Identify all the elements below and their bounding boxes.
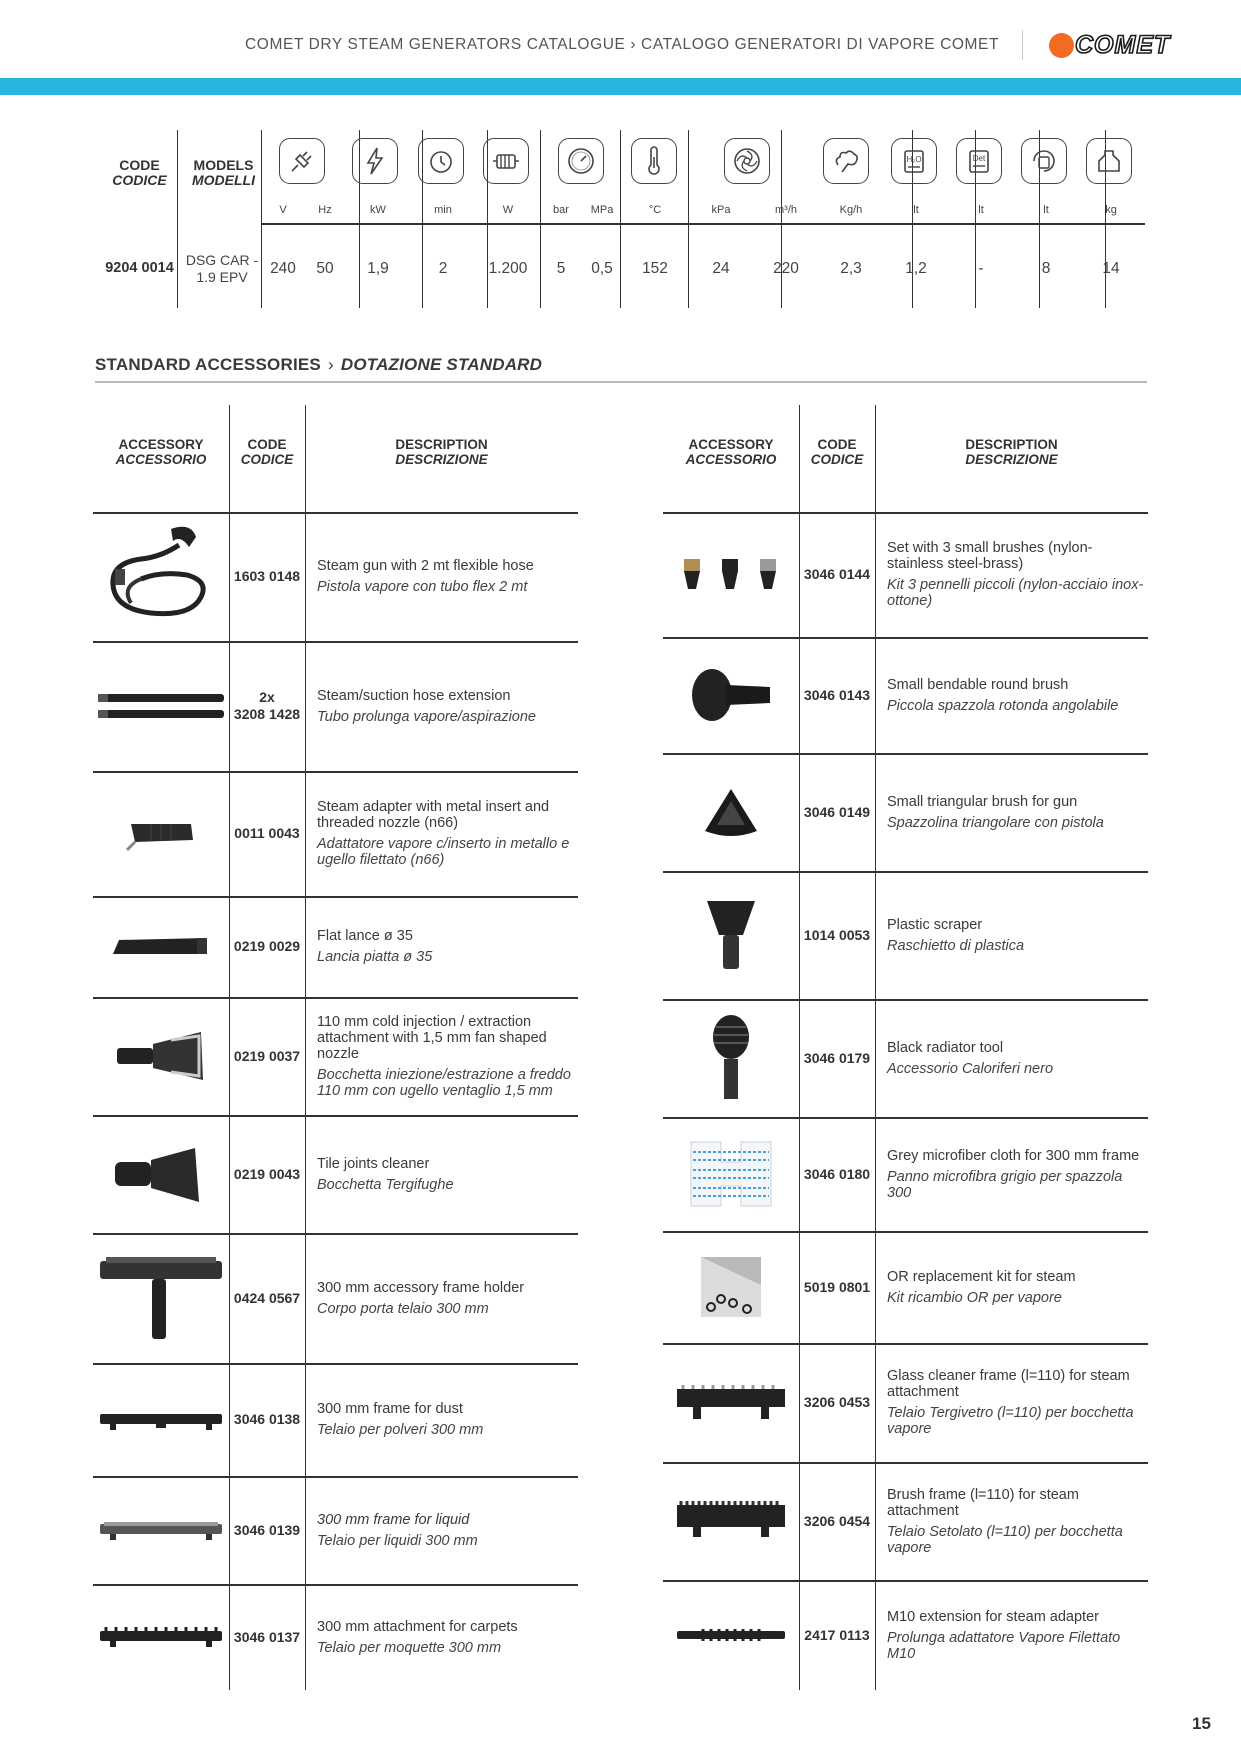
accessory-header-en: ACCESSORY <box>688 437 774 452</box>
unit-label: MPa <box>590 204 614 216</box>
accessory-code: 0424 0567 <box>233 1289 301 1306</box>
motor-icon <box>483 138 529 184</box>
spec-divider <box>688 130 689 308</box>
description-it: Tubo prolunga vapore/aspirazione <box>317 708 536 725</box>
unit-label: V <box>279 204 287 216</box>
accessory-description <box>887 1148 1145 1201</box>
row-divider <box>663 1231 1148 1233</box>
unit-label: kPa <box>711 204 731 216</box>
accessory-code: 3206 0453 <box>803 1394 871 1410</box>
section-arrow: › <box>327 355 334 374</box>
water-tank-icon <box>891 138 937 184</box>
description-en: 300 mm attachment for carpets <box>317 1618 518 1635</box>
row-divider <box>93 1115 578 1117</box>
description-it: Panno microfibra grigio per spazzola 300 <box>887 1168 1123 1201</box>
accessory-description <box>317 558 575 595</box>
description-en: 110 mm cold injection / extraction attachment with 1,5 mm fan shaped nozzle <box>317 1013 547 1062</box>
description-en: 300 mm frame for liquid <box>317 1511 470 1528</box>
row-divider <box>93 771 578 773</box>
accessory-description <box>887 540 1145 609</box>
accessory-description <box>317 1401 575 1438</box>
row-divider <box>663 1117 1148 1119</box>
description-it: Kit ricambio OR per vapore <box>887 1289 1062 1306</box>
row-divider <box>93 1584 578 1586</box>
section-title-en: STANDARD ACCESSORIES <box>95 355 321 374</box>
brush-frame-image <box>673 1501 789 1546</box>
description-it: Kit 3 pennelli piccoli (nylon-acciaio inox-ottone) <box>887 577 1144 609</box>
catalogue-title: COMET DRY STEAM GENERATORS CATALOGUE › CATALOGO GENERATORI DI VAPORE COMET <box>245 36 1000 53</box>
plug-icon <box>279 138 325 184</box>
code-header-it: CODICE <box>240 452 294 467</box>
description-it: Spazzolina triangolare con pistola <box>887 814 1104 831</box>
description-header <box>875 437 1148 467</box>
description-en: OR replacement kit for steam <box>887 1268 1076 1285</box>
row-divider <box>93 512 578 514</box>
frame-holder-image <box>96 1253 226 1348</box>
description-it: Pistola vapore con tubo flex 2 mt <box>317 579 528 595</box>
accessory-code: 3046 0138 <box>233 1411 301 1427</box>
accessory-code: 0219 0043 <box>233 1165 301 1182</box>
spec-value: - <box>978 260 984 277</box>
description-en: Steam/suction hose extension <box>317 687 511 704</box>
unit-label: Hz <box>318 204 332 216</box>
description-en: Small bendable round brush <box>887 676 1069 693</box>
description-it: Telaio Setolato (l=110) per bocchetta vapore <box>887 1523 1123 1556</box>
pressure-gauge-icon <box>558 138 604 184</box>
spec-code-label-it: CODICE <box>112 172 167 188</box>
row-divider <box>93 1363 578 1365</box>
weight-icon <box>1086 138 1132 184</box>
unit-label: kW <box>370 204 386 216</box>
description-en: Tile joints cleaner <box>317 1155 430 1172</box>
spec-value: 152 <box>642 260 668 277</box>
spec-value: 24 <box>712 260 730 277</box>
frame-carpet-image <box>96 1625 226 1654</box>
col-divider <box>305 405 306 1690</box>
accessory-description <box>317 1619 575 1656</box>
unit-label: W <box>502 204 514 216</box>
spec-models-header <box>186 158 261 188</box>
triangular-brush-image <box>701 785 761 844</box>
svg-text:Det: Det <box>972 154 986 163</box>
spec-table <box>93 130 1145 308</box>
accessory-code: 2x 3208 1428 <box>233 689 301 722</box>
description-it: Telaio Tergivetro (l=110) per bocchetta vapore <box>887 1405 1134 1437</box>
description-en: Grey microfiber cloth for 300 mm frame <box>887 1147 1140 1164</box>
accessory-header <box>93 437 229 467</box>
thermometer-icon <box>631 138 677 184</box>
spec-value: 1,9 <box>367 260 389 277</box>
flat-lance-image <box>111 932 211 967</box>
small-brushes-image <box>676 555 786 600</box>
steam-gun-hose-image <box>101 517 221 642</box>
accessory-table-left <box>93 405 578 1690</box>
accessory-header <box>663 437 799 467</box>
accessory-description <box>887 1487 1145 1556</box>
description-it: Telaio per polveri 300 mm <box>317 1422 484 1438</box>
spec-value: 1,2 <box>905 260 927 277</box>
description-it: Corpo porta telaio 300 mm <box>317 1300 489 1317</box>
accessory-description <box>317 928 575 965</box>
accessory-description <box>317 1512 575 1549</box>
spec-models-label: MODELS <box>193 157 254 173</box>
accessory-code: 3206 0454 <box>803 1512 871 1529</box>
unit-label: bar <box>553 204 569 216</box>
unit-label: lt <box>913 204 919 216</box>
spec-value: 0,5 <box>591 260 613 277</box>
accessory-header-it: ACCESSORIO <box>115 452 207 467</box>
microfiber-cloth-image <box>689 1140 773 1213</box>
comet-logo <box>1049 33 1189 59</box>
accessory-code: 3046 0149 <box>803 803 871 820</box>
frame-liquid-image <box>96 1518 226 1547</box>
glass-frame-image <box>673 1383 789 1428</box>
m10-extension-image <box>673 1625 789 1650</box>
description-en: Flat lance ø 35 <box>317 928 413 944</box>
description-en: Glass cleaner frame (l=110) for steam attachment <box>887 1368 1130 1400</box>
accessory-description <box>887 1368 1145 1437</box>
accessory-description <box>887 1269 1145 1306</box>
description-en: 300 mm accessory frame holder <box>317 1279 525 1296</box>
accessory-code: 5019 0801 <box>803 1278 871 1295</box>
description-it: Bocchetta iniezione/estrazione a freddo 110 mm con ugello ventaglio 1,5 mm <box>317 1066 571 1099</box>
accessory-description <box>887 1609 1145 1662</box>
accessory-code: 3046 0143 <box>803 686 871 703</box>
steam-adapter-image <box>121 814 201 859</box>
steam-flow-icon <box>823 138 869 184</box>
spec-value: 2,3 <box>840 260 862 277</box>
unit-label: lt <box>978 204 984 216</box>
spec-value: 220 <box>773 260 799 277</box>
description-it: Lancia piatta ø 35 <box>317 949 433 965</box>
lightning-icon <box>352 138 398 184</box>
spec-models-label-it: MODELLI <box>192 172 255 188</box>
unit-label: kg <box>1105 204 1117 216</box>
vacuum-icon <box>724 138 770 184</box>
description-header-en: DESCRIPTION <box>965 437 1058 452</box>
spec-value: 50 <box>316 260 334 277</box>
description-it: Raschietto di plastica <box>887 937 1025 954</box>
round-brush-image <box>686 665 776 730</box>
accessory-description <box>317 1156 575 1193</box>
description-en: 300 mm frame for dust <box>317 1401 463 1417</box>
page-number: 15 <box>1192 1714 1211 1733</box>
description-en: Brush frame (l=110) for steam attachment <box>887 1486 1079 1519</box>
row-divider <box>663 1462 1148 1464</box>
description-it: Adattatore vapore c/inserto in metallo e ugello filettato (n66) <box>317 836 570 868</box>
row-divider <box>663 637 1148 639</box>
spec-divider <box>177 130 178 308</box>
description-en: M10 extension for steam adapter <box>887 1608 1099 1625</box>
spec-header-rule <box>261 223 1145 225</box>
description-header-it: DESCRIZIONE <box>395 452 488 467</box>
svg-text:H₂O: H₂O <box>906 155 922 164</box>
accessory-description <box>317 1280 575 1317</box>
spec-value: 5 <box>556 260 566 277</box>
unit-label: min <box>434 204 452 216</box>
heating-time-icon <box>418 138 464 184</box>
accessory-description <box>887 794 1145 831</box>
accessory-code: 0011 0043 <box>234 825 300 841</box>
plastic-scraper-image <box>701 895 761 980</box>
row-divider <box>93 1476 578 1478</box>
code-header-it: CODICE <box>810 452 864 467</box>
accessory-header-en: ACCESSORY <box>118 437 204 452</box>
unit-label: Kg/h <box>839 204 863 216</box>
accessory-table-right <box>663 405 1148 1690</box>
row-divider <box>93 1233 578 1235</box>
row-divider <box>93 641 578 643</box>
accessory-code: 0219 0037 <box>233 1047 301 1064</box>
tile-cleaner-image <box>111 1144 211 1209</box>
unit-label: lt <box>1043 204 1049 216</box>
spec-divider <box>261 130 262 308</box>
accessory-code: 3046 0179 <box>803 1049 871 1066</box>
accessory-description <box>887 677 1145 714</box>
spec-code-header <box>93 158 186 188</box>
injection-attachment-image <box>111 1026 211 1091</box>
accessory-code: 3046 0139 <box>233 1521 301 1538</box>
accessory-code: 3046 0137 <box>233 1628 301 1645</box>
accessory-description <box>317 688 575 725</box>
spec-value: 14 <box>1102 260 1120 277</box>
accessory-description <box>317 799 575 868</box>
accessory-description <box>887 1040 1145 1077</box>
description-en: Black radiator tool <box>887 1039 1004 1056</box>
accessory-header-it: ACCESSORIO <box>685 452 777 467</box>
spec-divider <box>540 130 541 308</box>
row-divider <box>663 871 1148 873</box>
row-divider <box>663 999 1148 1001</box>
code-header <box>799 437 875 467</box>
unit-label: m³/h <box>775 204 797 216</box>
description-en: Steam adapter with metal insert and threaded nozzle (n66) <box>317 799 550 831</box>
row-divider <box>93 997 578 999</box>
accessory-description <box>887 917 1145 954</box>
logo-text: COMET <box>1075 31 1171 59</box>
description-it: Piccola spazzola rotonda angolabile <box>887 697 1119 714</box>
accessory-code: 3046 0180 <box>803 1165 871 1182</box>
spec-value: 8 <box>1041 260 1051 277</box>
row-divider <box>663 1343 1148 1345</box>
accessory-code: 2417 0113 <box>804 1626 870 1643</box>
description-it: Telaio per liquidi 300 mm <box>317 1532 478 1549</box>
row-divider <box>663 1580 1148 1582</box>
radiator-tool-image <box>706 1013 756 1108</box>
description-en: Small triangular brush for gun <box>887 793 1078 810</box>
spec-product-code: 9204 0014 <box>105 260 174 276</box>
logo-dot-icon <box>1049 33 1074 58</box>
spec-model-name: DSG CAR - 1.9 EPV <box>185 252 259 285</box>
accessory-code: 1014 0053 <box>803 926 871 943</box>
header-divider <box>1022 30 1023 60</box>
spec-code-label: CODE <box>119 157 160 173</box>
description-en: Steam gun with 2 mt flexible hose <box>317 558 534 574</box>
accessory-code: 1603 0148 <box>233 568 301 584</box>
extension-tubes-image <box>96 686 226 731</box>
description-en: Plastic scraper <box>887 916 983 933</box>
frame-dust-image <box>96 1408 226 1437</box>
description-it: Prolunga adattatore Vapore Filettato M10 <box>887 1629 1121 1662</box>
or-kit-image <box>699 1255 763 1324</box>
row-divider <box>663 512 1148 514</box>
spec-value: 2 <box>438 260 448 277</box>
unit-label: °C <box>648 204 662 216</box>
code-header-en: CODE <box>247 437 287 452</box>
description-it: Accessorio Caloriferi nero <box>887 1060 1054 1077</box>
spec-divider <box>620 130 621 308</box>
col-divider <box>799 405 800 1690</box>
description-it: Telaio per moquette 300 mm <box>317 1639 502 1656</box>
section-title-it: DOTAZIONE STANDARD <box>340 355 543 374</box>
spec-value: 240 <box>270 260 296 277</box>
spec-divider <box>781 130 782 308</box>
accessory-description <box>317 1014 575 1099</box>
description-header-en: DESCRIPTION <box>395 437 488 452</box>
description-it: Bocchetta Tergifughe <box>317 1176 454 1193</box>
code-header-en: CODE <box>817 437 857 452</box>
accessory-code: 3046 0144 <box>803 566 871 582</box>
section-rule <box>95 381 1147 383</box>
row-divider <box>93 896 578 898</box>
description-header-it: DESCRIZIONE <box>965 452 1058 467</box>
description-en: Set with 3 small brushes (nylon-stainless steel-brass) <box>887 540 1093 572</box>
accessory-code: 0219 0029 <box>233 938 301 954</box>
code-header <box>229 437 305 467</box>
detergent-tank-icon <box>956 138 1002 184</box>
recovery-tank-icon <box>1021 138 1067 184</box>
row-divider <box>663 753 1148 755</box>
section-title <box>95 355 542 375</box>
description-header <box>305 437 578 467</box>
header-band <box>0 78 1241 95</box>
col-divider <box>875 405 876 1690</box>
spec-value: 1.200 <box>488 260 528 277</box>
